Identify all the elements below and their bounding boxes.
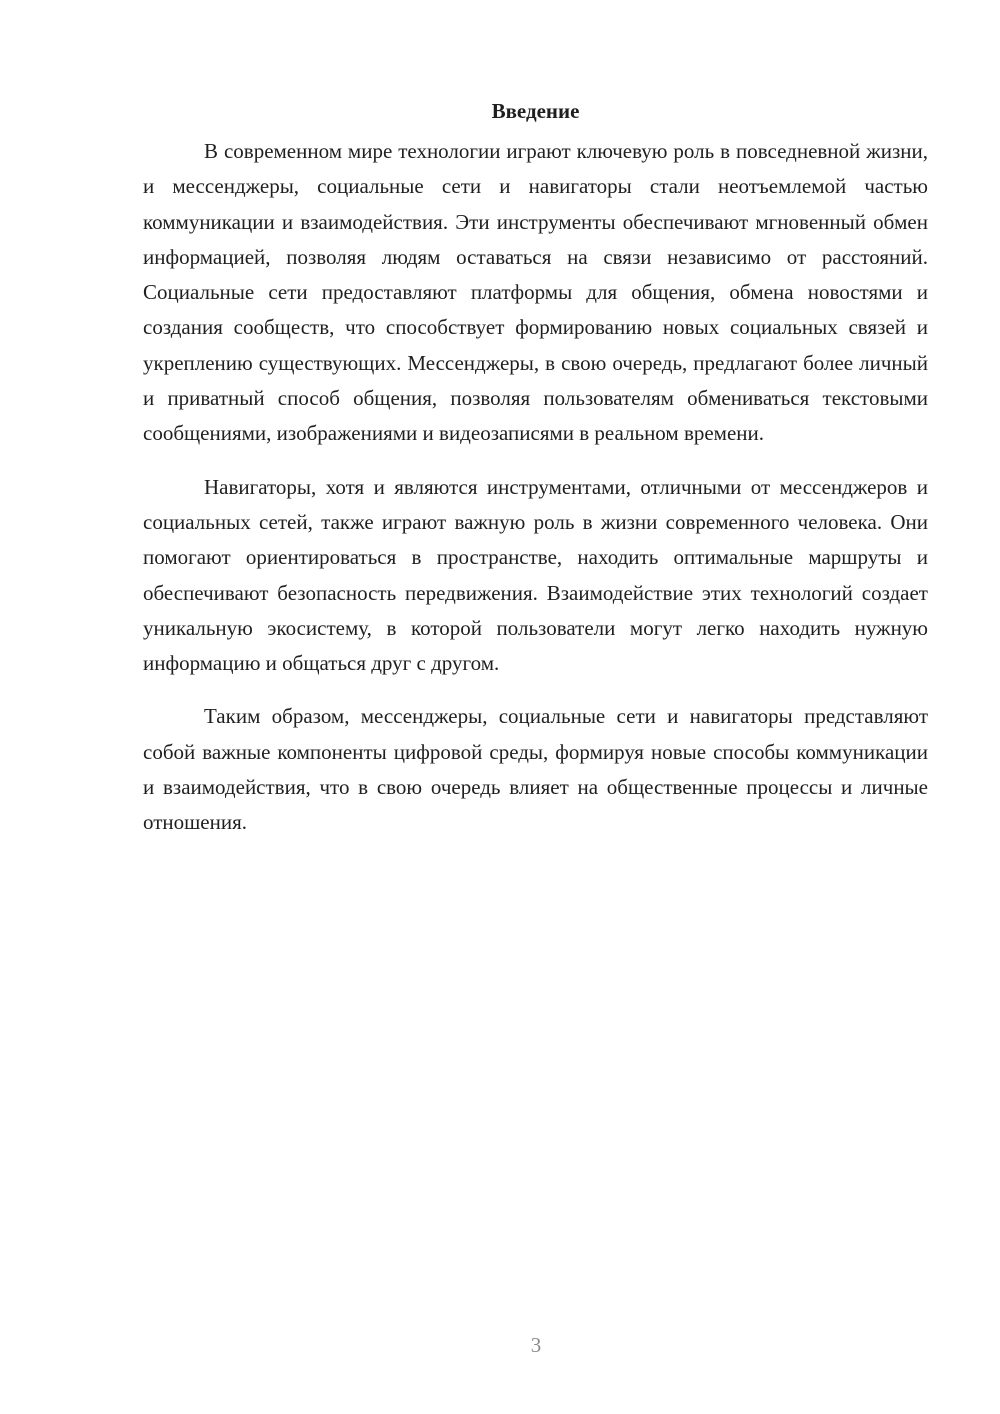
paragraph-3: Таким образом, мессенджеры, социальные сети и навигаторы представляют собой важные компоненты цифровой среды, формируя новые способы коммуникации и взаимодействия, что в свою очередь влияет на общественные процессы и личные отношения. (143, 704, 928, 835)
paragraph-2: Навигаторы, хотя и являются инструментами, отличными от мессенджеров и социальных сетей, также играют важную роль в жизни современного человека. Они помогают ориентироваться в пространстве, находить оптимальные маршруты и обеспечивают безопасность передвижения. Взаимодействие этих технологий создает уникальную экосистему, в которой пользователи могут легко находить нужную информацию и общаться друг с другом. (143, 474, 928, 676)
page-number: 3 (530, 1333, 542, 1357)
page-content (143, 92, 928, 859)
paragraph-1: В современном мире технологии играют ключевую роль в повседневной жизни, и мессенджеры, социальные сети и навигаторы стали неотъемлемой частью коммуникации и взаимодействия. Эти инструменты обеспечивают мгновенный обмен информацией, позволяя людям оставаться на связи независимо от расстояний. Социальные сети предоставляют платформы для общения, обмена новостями и создания сообществ, что способствует формированию новых социальных связей и укреплению существующих. Мессенджеры, в свою очередь, предлагают более личный и приватный способ общения, позволяя пользователям обмениваться текстовыми сообщениями, изображениями и видеозаписями в реальном времени. (143, 139, 928, 446)
section-heading: Введение (491, 99, 580, 123)
